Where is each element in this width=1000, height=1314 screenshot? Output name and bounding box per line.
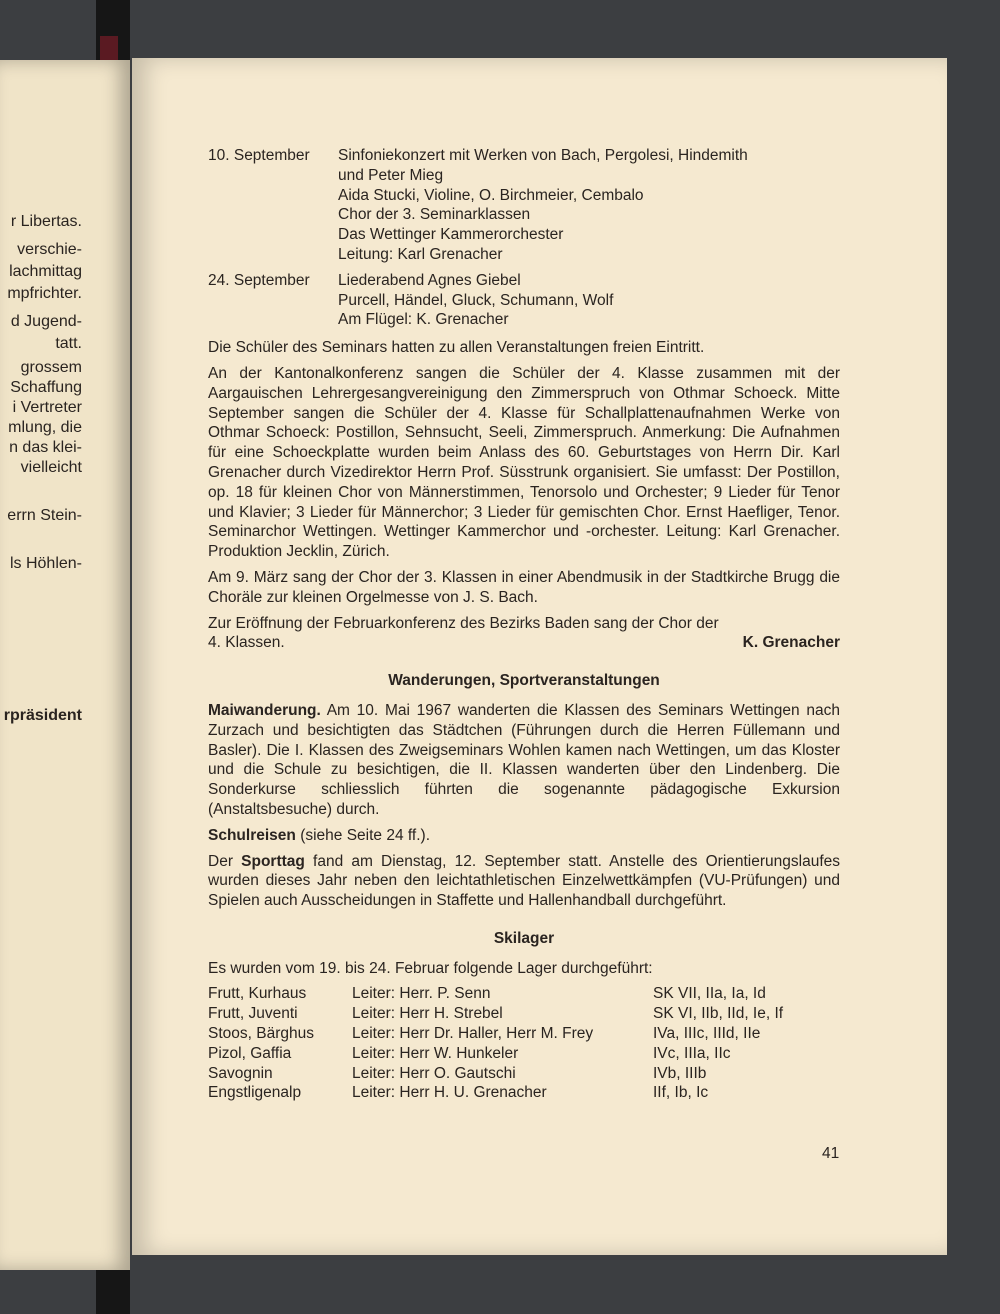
schulreisen-paragraph [208,826,840,846]
camp-leader: Leiter: Herr O. Gautschi [352,1064,516,1082]
march-paragraph: Am 9. März sang der Chor der 3. Klassen in einer Abendmusik in der Stadtkirche Brugg die Choräle zur kleinen Orgelmesse von J. S. Bach. [208,568,840,606]
left-page-fragment: mlung, die [8,419,82,436]
table-row [208,1044,783,1064]
camp-classes: IVc, IIIa, IIc [653,1044,731,1062]
right-page [132,58,947,1255]
camp-place: Engstligenalp [208,1084,302,1102]
left-page-fragment: mpfrichter. [7,285,82,302]
maiwanderung-label: Maiwanderung. [208,701,321,719]
camp-leader: Leiter: Herr H. U. Grenacher [352,1084,547,1102]
left-page-fragment: vielleicht [20,459,82,476]
concert-date: 10. September [208,147,310,164]
bookmark-ribbon [100,36,118,60]
concert-entry [208,146,840,265]
concert-detail-line: Purcell, Händel, Gluck, Schumann, Wolf [338,291,614,309]
camp-place: Frutt, Kurhaus [208,985,307,1003]
concert-detail-line: Das Wettinger Kammerorchester [338,226,564,244]
concert-detail-line: Am Flügel: K. Grenacher [338,311,509,329]
sporttag-label: Sporttag [241,852,305,870]
concert-detail-line: Chor der 3. Seminarklassen [338,206,531,224]
left-page-fragment: d Jugend- [10,313,82,330]
maiwanderung-paragraph [208,701,840,820]
signature: K. Grenacher [742,634,840,652]
camp-place: Frutt, Juventi [208,1005,298,1023]
ski-camp-table [208,984,783,1103]
feb-conference-end [208,633,840,653]
camp-leader: Leiter: Herr Dr. Haller, Herr M. Frey [352,1025,594,1043]
sport-heading: Wanderungen, Sportveranstaltungen [388,672,660,690]
table-row [208,1083,783,1103]
camp-place: Pizol, Gaffia [208,1044,292,1062]
maiwanderung-text: Am 10. Mai 1967 wanderten die Klassen des Seminars Wettingen nach Zurzach und besichtigten das Städtchen (Führungen durch die Herren Füllemann und Basler). Die I. Klassen des Zweigseminars Wohlen kamen nach Wettingen, um das Kloster und die Schule zu besichtigen, die II. Klassen wanderten über den Lindenberg. Die Sonderkurse schliesslich führten die sogenannte pädagogische Exkursion (Anstaltsbesuche) durch. [208,701,840,818]
left-page-fragment: ls Höhlen- [9,555,82,572]
left-page-fragment: i Vertreter [12,399,82,416]
camp-place: Savognin [208,1064,273,1082]
concert-details [338,146,748,265]
table-row [208,1004,783,1024]
camp-leader: Leiter: Herr H. Strebel [352,1005,503,1023]
concert-detail-line: Sinfoniekonzert mit Werken von Bach, Pergolesi, Hindemith [338,147,748,164]
schulreisen-text: (siehe Seite 24 ff.). [300,826,430,844]
camp-classes: SK VI, IIb, IId, Ie, If [653,1005,784,1023]
left-page-fragment: n das klei- [9,439,82,456]
sporttag-text: fand am Dienstag, 12. September statt. Anstelle des Orientierungslaufes wurden dieses Jahr neben den leichtathletischen Einzelwettkämpfen (VU-Prüfungen) und Spielen auch Ausscheidungen in Staffette und Hallenhandball durchgeführt. [208,852,841,910]
left-page-fragment: rpräsident [3,707,82,724]
free-entry-paragraph: Die Schüler des Seminars hatten zu allen Veranstaltungen freien Eintritt. [208,339,705,357]
left-page-fragment: errn Stein- [7,507,82,524]
camp-classes: SK VII, IIa, Ia, Id [653,985,766,1003]
sporttag-paragraph [208,852,840,911]
left-page-fragment: tatt. [55,335,82,352]
feb-conference-paragraph: Zur Eröffnung der Februarkonferenz des Bezirks Baden sang der Chor der [208,614,719,632]
table-row [208,984,783,1004]
camp-place: Stoos, Bärghus [208,1025,314,1043]
camp-leader: Leiter: Herr. P. Senn [352,985,491,1003]
feb-conference-end-text: 4. Klassen. [208,634,285,652]
schulreisen-label: Schulreisen [208,826,296,844]
camp-classes: IVa, IIIc, IIId, IIe [653,1025,761,1043]
table-row [208,1064,783,1084]
concert-details [338,271,613,330]
camp-classes: IIf, Ib, Ic [653,1084,709,1102]
left-page-fragment: r Libertas. [10,213,82,230]
concert-detail-line: Liederabend Agnes Giebel [338,271,521,289]
ski-heading: Skilager [493,929,555,947]
camp-leader: Leiter: Herr W. Hunkeler [352,1044,519,1062]
table-row [208,1024,783,1044]
page-content [208,146,840,1103]
left-page-fragment: lachmittag [9,263,82,280]
concert-list [208,146,840,330]
kantonal-paragraph: An der Kantonalkonferenz sangen die Schüler der 4. Klasse zusammen mit der Aargauischen Lehrergesangvereinigung den Zimmerspruch von Othmar Schoeck. Mitte September sangen die Schüler der 4. Klasse für Schallplattenaufnahmen Werke von Othmar Schoeck: Postillon, Sehnsucht, Seeli, Zimmerspruch. Anmerkung: Die Aufnahmen für eine Schoeckplatte wurden beim Anlass des 60. Geburtstages von Herrn Dir. Karl Grenacher durch Vizedirektor Herrn Prof. Süsstrunk organisiert. Sie umfasst: Der Postillon, op. 18 für kleinen Chor von Männerstimmen, Tenorsolo und Orchester; 9 Lieder für Tenor und Klavier; 3 Lieder für Männerchor; 3 Lieder für gemischten Chor. Ernst Haefliger, Tenor. Seminarchor Wettingen. Wettinger Kammerchor und -orchester. Leitung: Karl Grenacher. Produktion Jecklin, Zürich. [208,364,840,561]
concert-entry [208,271,840,330]
concert-detail-line: und Peter Mieg [338,166,444,184]
camp-classes: IVb, IIIb [653,1064,707,1082]
left-page [0,60,130,1270]
sporttag-pre: Der [208,852,233,870]
ski-intro: Es wurden vom 19. bis 24. Februar folgende Lager durchgeführt: [208,959,653,977]
concert-detail-line: Leitung: Karl Grenacher [338,245,503,263]
page-number: 41 [822,1145,840,1162]
left-page-fragment: verschie- [17,241,82,258]
concert-detail-line: Aida Stucki, Violine, O. Birchmeier, Cembalo [338,186,644,204]
concert-date: 24. September [208,271,310,289]
left-page-fragment: grossem [20,359,82,376]
left-page-fragment: Schaffung [10,379,82,396]
